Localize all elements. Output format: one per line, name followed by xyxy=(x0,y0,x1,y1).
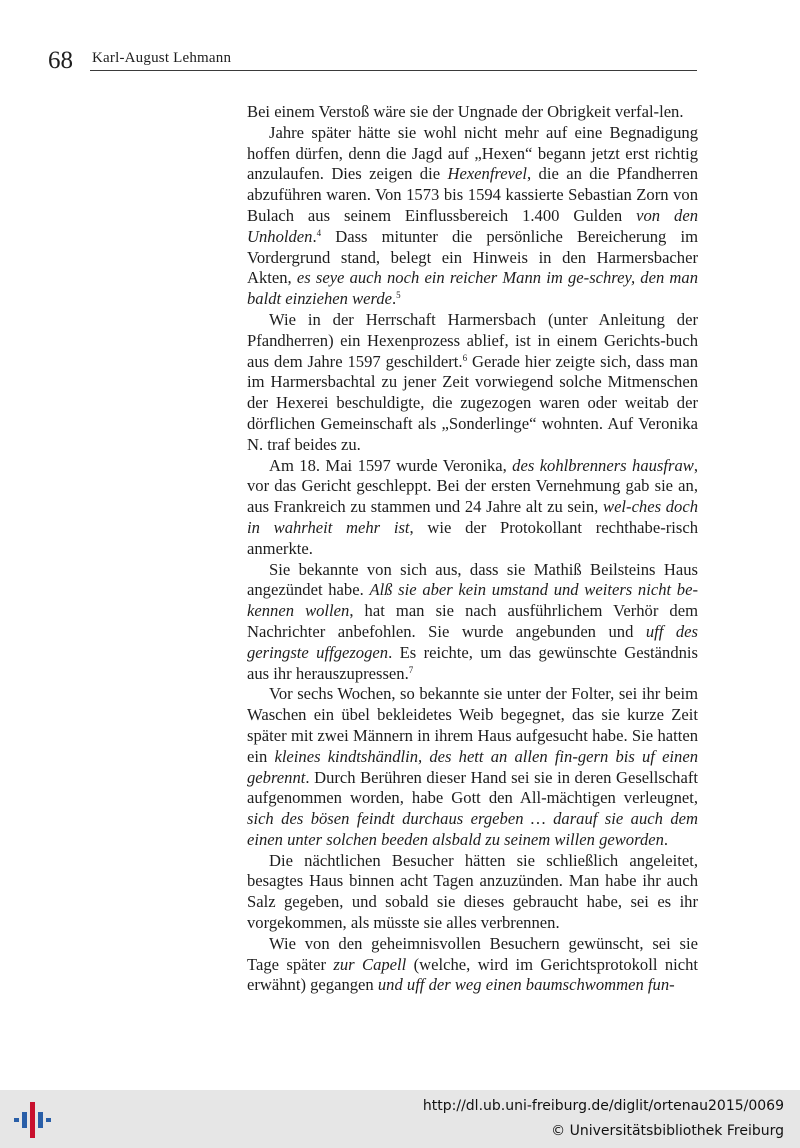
text-run: Jahre später hätte sie wohl nicht mehr auf eine Begnadigung hoffen dürfen, denn die Jagd auf „Hexen“ begann jetzt erst richtig anzulaufen. Dies zeigen die xyxy=(247,122,698,184)
text-run: Dass mitunter die persönliche Bereicherung im Vordergrund stand, belegt ein Hinweis in den Harmersbacher Akten, xyxy=(247,226,698,288)
running-head: Karl-August Lehmann xyxy=(92,50,232,66)
text-run: Wie von den geheimnisvollen Besuchern gewünscht, sei sie Tage später xyxy=(247,933,698,974)
source-url-link[interactable]: http://dl.ub.uni-freiburg.de/diglit/ortenau2015/0069 xyxy=(422,1098,784,1114)
italic-quote: uff des geringste uffgezogen xyxy=(247,621,698,662)
paragraph xyxy=(247,102,698,123)
italic-quote: zur Capell xyxy=(333,954,407,974)
footnote-marker: 6 xyxy=(462,352,468,363)
text-run: (welche, wird im Gerichtsprotokoll nicht erwähnt) gegangen xyxy=(247,954,699,995)
footnote-marker: 4 xyxy=(316,227,322,238)
page-number: 68 xyxy=(48,47,73,74)
library-logo-icon xyxy=(12,1098,54,1140)
text-run: Die nächtlichen Besucher hätten sie schließlich angeleitet, besagtes Haus binnen acht Tagen anzuzünden. Man habe ihr auch Salz gegeben, und sobald sie dieses gebraucht habe, sei es ihr vorgekommen, als müsste sie alles verbrennen. xyxy=(247,850,698,933)
text-run: . Es reichte, um das gewünschte Geständnis aus ihr herauszupressen. xyxy=(247,642,698,683)
text-run: . xyxy=(312,226,317,246)
copyright-notice: © Universitätsbibliothek Freiburg xyxy=(551,1123,784,1139)
text-run: , hat man sie nach ausführlichem Verhör dem Nachrichter anbefohlen. Sie wurde angebunden und xyxy=(247,601,698,641)
italic-quote: und uff der weg einen baumschwommen fun- xyxy=(377,975,675,995)
text-run: Sie bekannte von sich aus, dass sie Mathiß Beilsteins Haus angezündet habe. xyxy=(247,559,698,600)
paragraph xyxy=(247,560,698,685)
italic-quote: des kohlbrenners hausfraw xyxy=(512,455,694,475)
paragraph xyxy=(247,684,698,850)
italic-quote: kleines kindtshändlin, des hett an allen fin-gern bis uf einen gebrennt xyxy=(247,746,699,787)
text-run: Am 18. Mai 1597 wurde Veronika, xyxy=(269,455,513,475)
text-run: Wie in der Herrschaft Harmersbach (unter Anleitung der Pfandherren) ein Hexenprozess ablief, ist in einem Gerichts-buch aus dem Jahre 1597 geschildert. xyxy=(247,309,698,371)
body-text xyxy=(247,102,698,996)
text-run: Bei einem Verstoß wäre sie der Ungnade der Obrigkeit verfal-len. xyxy=(247,102,684,121)
text-run: . xyxy=(663,829,669,849)
page-header xyxy=(0,0,800,80)
footnote-marker: 5 xyxy=(396,290,401,301)
paragraph xyxy=(247,934,698,996)
text-run: , wie der Protokollant rechthabe-risch anmerkte. xyxy=(247,517,698,558)
paragraph xyxy=(247,123,698,310)
italic-quote: Hexenfrevel xyxy=(447,164,528,184)
footer-bar xyxy=(0,1090,800,1148)
text-run: Gerade hier zeigte sich, dass man im Harmersbachtal zu jener Zeit vorwiegend solche Mitmenschen der Hexerei beschuldigte, die zugezogen waren oder weitab der dörflichen Gemeinschaft als „Sonderlinge“ wohnten. Auf Veronika N. traf beides zu. xyxy=(247,351,698,454)
text-run: . Durch Berühren dieser Hand sei sie in deren Gesellschaft aufgenommen worden, habe Gott den All-mächtigen verleugnet, xyxy=(247,767,698,808)
italic-quote: es seye auch noch ein reicher Mann im ge-schrey, den man baldt einziehen werde xyxy=(247,268,698,309)
italic-quote: Alß sie aber kein umstand und weiters nicht be-kennen wollen xyxy=(247,580,698,621)
text-run: , die an die Pfandherren abzuführen waren. Von 1573 bis 1594 kassierte Sebastian Zorn von Bulach aus seinem Einflussbereich 1.400 Gulden xyxy=(247,164,698,225)
footnote-marker: 7 xyxy=(408,664,414,675)
paragraph xyxy=(247,851,698,934)
text-run: . xyxy=(392,289,397,309)
header-rule xyxy=(90,70,697,71)
italic-quote: sich des bösen feindt durchaus ergeben … darauf sie auch dem einen unter solchen beeden alsbald zu seinem willen geworden xyxy=(247,809,698,849)
paragraph xyxy=(247,310,698,456)
text-run: , vor das Gericht geschleppt. Bei der ersten Vernehmung gab sie an, aus Frankreich zu stammen und 24 Jahre alt zu sein, xyxy=(247,455,698,517)
italic-quote: wel-ches doch in wahrheit mehr ist xyxy=(247,497,698,537)
paragraph xyxy=(247,456,698,560)
italic-quote: von den Unholden xyxy=(247,205,698,246)
text-run: Vor sechs Wochen, so bekannte sie unter der Folter, sei ihr beim Waschen ein übel bekleidetes Weib begegnet, das sie kurze Zeit später mit zwei Männern in ihrem Haus aufgesucht habe. Sie hatten ein xyxy=(247,684,698,766)
